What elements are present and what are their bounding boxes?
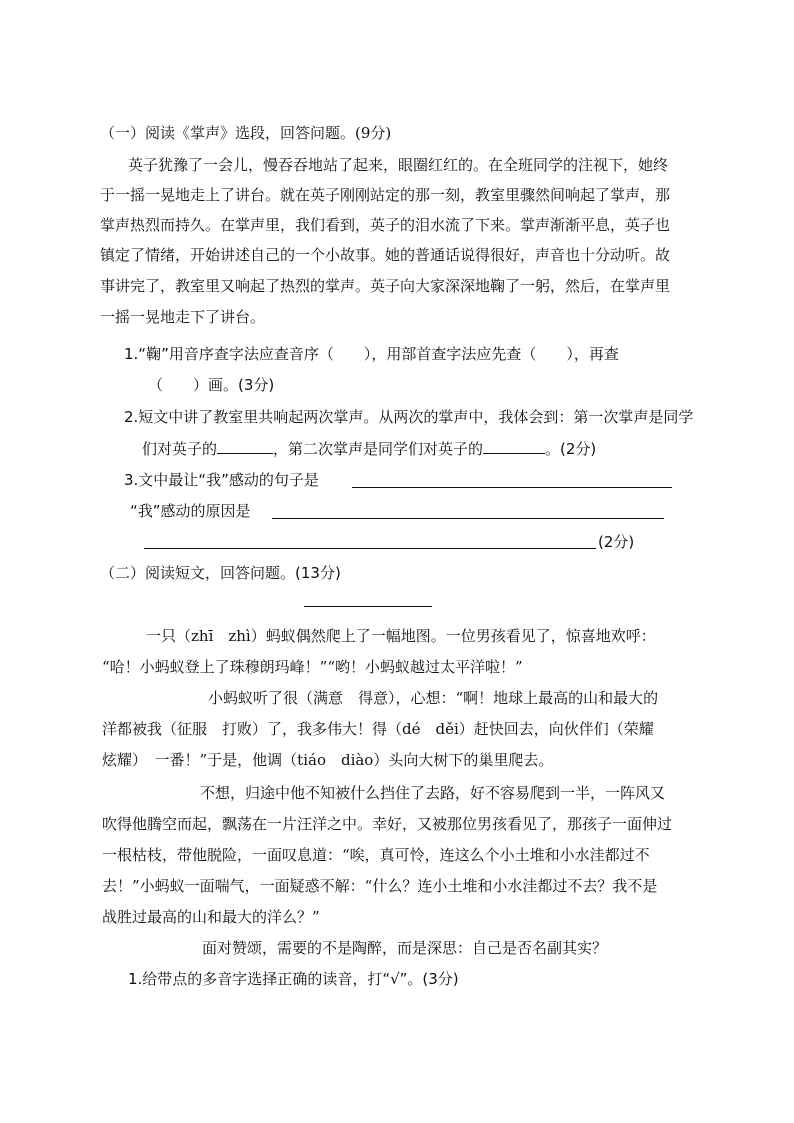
story-line: 一只（zhī zhì）蚂蚁偶然爬上了一幅地图。一位男孩看见了，惊喜地欢呼： bbox=[146, 627, 656, 645]
story-moral: 面对赞颂，需要的不是陶醉，而是深思：自己是否名副其实？ bbox=[202, 939, 608, 957]
passage-line: 事讲完了，教室里又响起了热烈的掌声。英子向大家深深地鞠了一躬，然后，在掌声里 bbox=[100, 277, 671, 295]
answer-line-3c[interactable] bbox=[144, 548, 596, 549]
story-line: 洋都被我（征服 打败）了，我多伟大！得（dé děi）赶快回去，向伙伴们（荣耀 bbox=[102, 720, 654, 738]
question-2-text-b: ，第二次掌声是同学们对英子的 bbox=[273, 440, 484, 458]
answer-blank-2[interactable] bbox=[483, 437, 545, 454]
question-2-line2 bbox=[142, 437, 596, 460]
passage-line: 掌声热烈而持久。在掌声里，我们看到，英子的泪水流了下来。掌声渐渐平息，英子也 bbox=[100, 216, 671, 234]
story-line: 小蚂蚁听了很（满意 得意），心想：“啊！地球上最高的山和最大的 bbox=[208, 689, 659, 707]
section2-heading: （二）阅读短文，回答问题。(13分) bbox=[100, 564, 341, 582]
section2-question-1: 1.给带点的多音字选择正确的读音，打“√”。(3分) bbox=[128, 970, 459, 988]
story-line: “哈！小蚂蚁登上了珠穆朗玛峰！”“哟！小蚂蚁越过太平洋啦！” bbox=[102, 658, 523, 676]
story-line: 去！”小蚂蚁一面喘气，一面疑惑不解：“什么？连小土堆和小水洼都过不去？我不是 bbox=[102, 877, 658, 895]
answer-blank-1[interactable] bbox=[217, 437, 273, 454]
answer-line-3b[interactable] bbox=[272, 518, 664, 519]
story-line: 不想，归途中他不知被什么挡住了去路，好不容易爬到一半，一阵风又 bbox=[200, 784, 666, 802]
question-3-line1: 3.文中最让“我”感动的句子是 bbox=[124, 471, 319, 489]
question-2-text-a: 们对英子的 bbox=[142, 440, 218, 458]
story-line: 吹得他腾空而起，飘荡在一片汪洋之中。幸好，又被那位男孩看见了，那孩子一面伸过 bbox=[102, 815, 673, 833]
answer-line-3a[interactable] bbox=[352, 487, 672, 488]
question-2-text-c: 。(2分) bbox=[545, 440, 597, 458]
passage-line: 英子犹豫了一会儿，慢吞吞地站了起来，眼圈红红的。在全班同学的注视下，她终 bbox=[128, 156, 669, 174]
story-line: 战胜过最高的山和最大的洋么？” bbox=[102, 908, 320, 926]
passage-line: 一摇一晃地走下了讲台。 bbox=[100, 308, 266, 326]
question-2-line1: 2.短文中讲了教室里共响起两次掌声。从两次的掌声中，我体会到：第一次掌声是同学 bbox=[124, 408, 694, 426]
question-3-score: (2分) bbox=[598, 533, 635, 551]
question-1-line1: 1.“鞠”用音序查字法应查音序（ ），用部首查字法应先查（ ），再查 bbox=[124, 345, 619, 363]
story-line: 炫耀） 一番！”于是，他调（tiáo diào）头向大树下的巢里爬去。 bbox=[102, 751, 554, 769]
question-3-line2: “我”感动的原因是 bbox=[130, 502, 251, 520]
passage-line: 于一摇一晃地走上了讲台。就在英子刚刚站定的那一刻，教室里骤然间响起了掌声，那 bbox=[100, 186, 671, 204]
section1-heading: （一）阅读《掌声》选段，回答问题。(9分) bbox=[100, 124, 392, 142]
passage-title-blank[interactable] bbox=[304, 606, 432, 607]
passage-line: 镇定了情绪，开始讲述自己的一个小故事。她的普通话说得很好，声音也十分动听。故 bbox=[100, 246, 671, 264]
story-line: 一根枯枝，带他脱险，一面叹息道：“唉，真可怜，连这么个小土堆和小水洼都过不 bbox=[102, 846, 650, 864]
question-1-line2: （ ）画。(3分) bbox=[148, 376, 275, 394]
